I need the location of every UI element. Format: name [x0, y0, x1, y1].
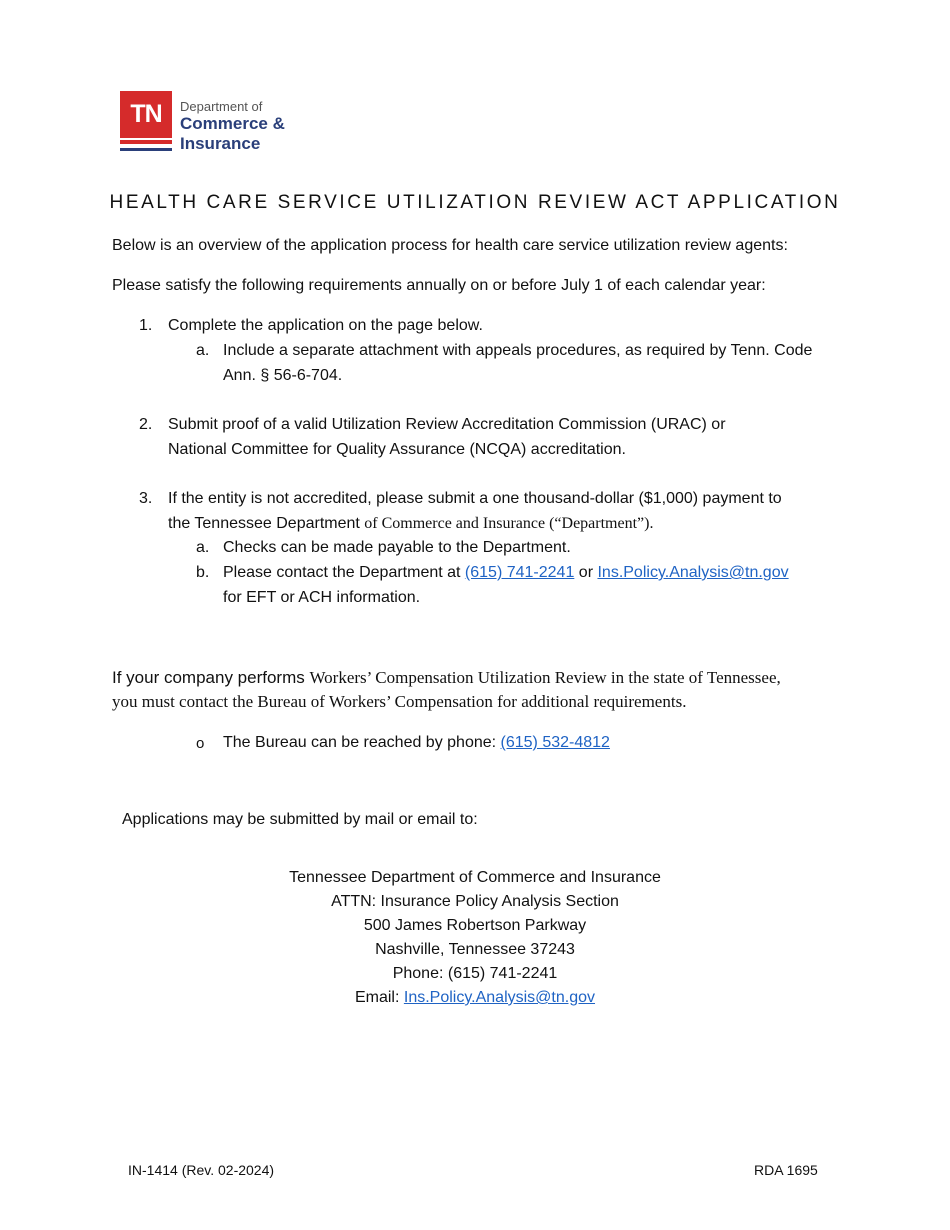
- logo-commerce-text: Commerce &: [180, 114, 285, 133]
- footer-rda: RDA 1695: [754, 1162, 818, 1178]
- item-3-line2-serif: of Commerce and Insurance (“Department”).: [364, 515, 654, 532]
- item-3b-text-line2: for EFT or ACH information.: [223, 589, 421, 606]
- department-phone-link[interactable]: (615) 741-2241: [464, 564, 575, 581]
- item-3b-or: or: [574, 564, 598, 581]
- logo-red-rule: [120, 140, 172, 144]
- item-3b-prefix: Please contact the Department at: [223, 564, 465, 581]
- item-1a-text-line2: Ann. § 56-6-704.: [223, 367, 343, 384]
- item-3b-text-line1: [223, 563, 789, 583]
- address-email-label: Email:: [354, 989, 404, 1006]
- workers-comp-sans: If your company performs: [112, 668, 310, 687]
- requirements-intro: Please satisfy the following requirements annually on or before July 1 of each calendar year:: [112, 277, 766, 294]
- address-city: Nashville, Tennessee 37243: [375, 941, 575, 958]
- item-3b-letter: b.: [196, 564, 210, 581]
- item-2-text-line1: Submit proof of a valid Utilization Review Accreditation Commission (URAC) or: [168, 416, 726, 433]
- item-1-text: Complete the application on the page below.: [168, 317, 483, 334]
- item-3a-text: Checks can be made payable to the Department.: [223, 539, 571, 556]
- logo-department-text: Department of: [180, 99, 263, 114]
- item-3-line2-sans: the Tennessee Department: [168, 515, 365, 532]
- bureau-phone-link[interactable]: (615) 532-4812: [500, 734, 610, 751]
- address-phone: Phone: (615) 741-2241: [392, 965, 558, 982]
- logo-blue-rule: [120, 148, 172, 151]
- footer-form-id: IN-1414 (Rev. 02-2024): [128, 1162, 275, 1178]
- tn-logo-mark: TN: [120, 91, 172, 138]
- item-3-text-line1: If the entity is not accredited, please submit a one thousand-dollar ($1,000) payment to: [168, 490, 782, 507]
- item-1-number: 1.: [139, 317, 153, 334]
- address-street: 500 James Robertson Parkway: [363, 917, 587, 934]
- item-1a-text-line1: Include a separate attachment with appeals procedures, as required by Tenn. Code: [223, 342, 813, 359]
- submit-intro: Applications may be submitted by mail or email to:: [122, 811, 478, 828]
- item-2-number: 2.: [139, 416, 153, 433]
- intro-text: Below is an overview of the application process for health care service utilization review agents:: [112, 237, 788, 254]
- item-2-text-line2: National Committee for Quality Assurance (NCQA) accreditation.: [168, 441, 626, 458]
- item-3-text-line2: [168, 514, 653, 534]
- item-1a-letter: a.: [196, 342, 210, 359]
- bureau-phone-line: [223, 733, 610, 753]
- bureau-phone-prefix: The Bureau can be reached by phone:: [223, 734, 501, 751]
- workers-comp-serif: Workers’ Compensation Utilization Review in the state of Tennessee,: [309, 668, 781, 687]
- page-title: HEALTH CARE SERVICE UTILIZATION REVIEW ACT APPLICATION: [109, 192, 841, 213]
- address-org: Tennessee Department of Commerce and Insurance: [289, 869, 661, 886]
- address-attn: ATTN: Insurance Policy Analysis Section: [331, 893, 619, 910]
- item-3-number: 3.: [139, 490, 153, 507]
- department-email-link[interactable]: Ins.Policy.Analysis@tn.gov: [597, 564, 789, 581]
- address-email-line: [0, 988, 950, 1008]
- workers-comp-line1: [112, 668, 781, 688]
- address-email-link[interactable]: Ins.Policy.Analysis@tn.gov: [403, 989, 596, 1006]
- workers-comp-line2: you must contact the Bureau of Workers’ Compensation for additional requirements.: [112, 692, 687, 711]
- logo-insurance-text: Insurance: [180, 134, 261, 153]
- item-3a-letter: a.: [196, 539, 210, 556]
- bureau-bullet: o: [196, 735, 205, 752]
